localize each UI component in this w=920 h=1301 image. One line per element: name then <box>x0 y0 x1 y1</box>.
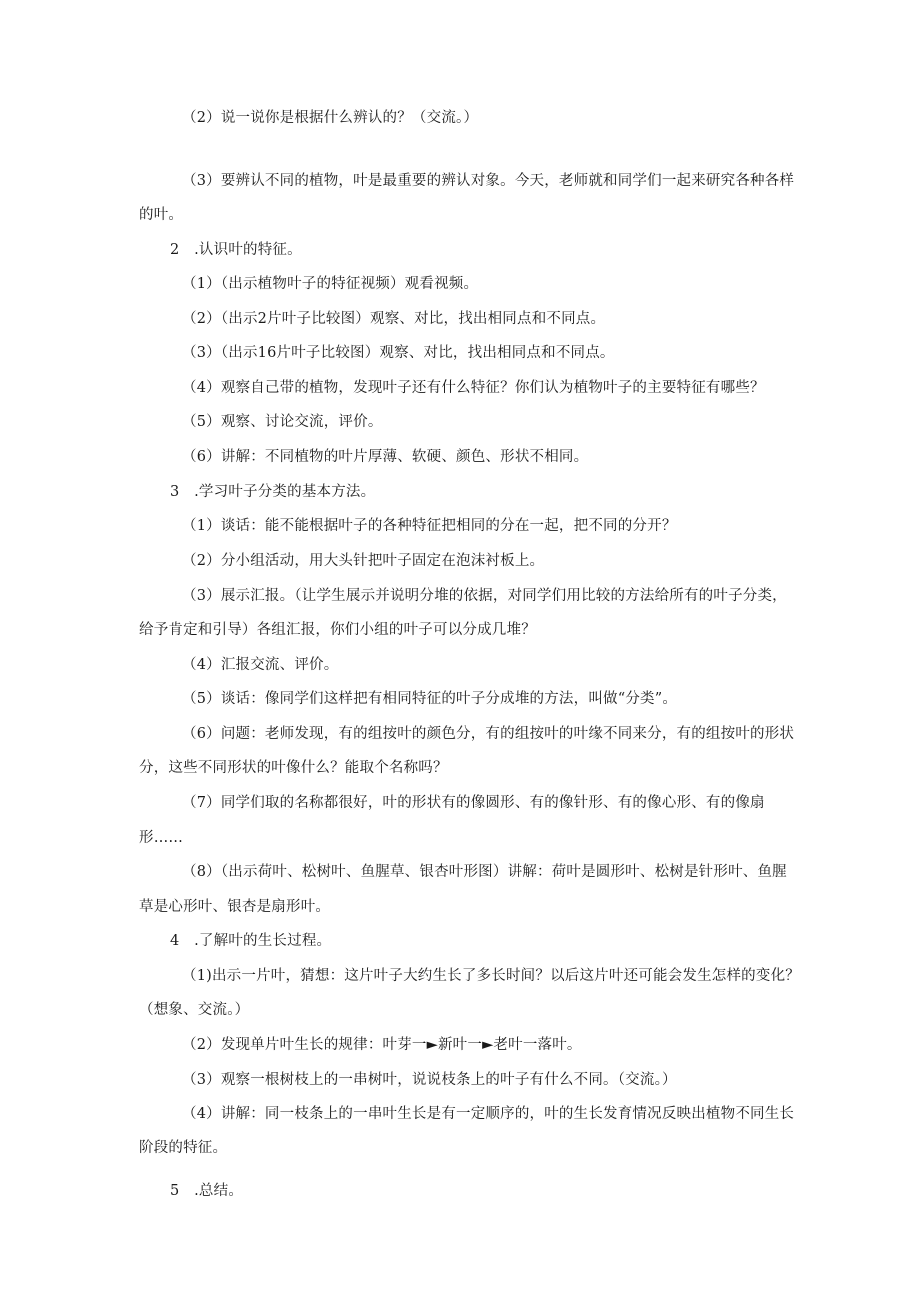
paragraph-line: （2）说一说你是根据什么辨认的？（交流。） <box>182 110 479 126</box>
paragraph-line: （1）谈话：能不能根据叶子的各种特征把相同的分在一起，把不同的分开？ <box>182 518 677 534</box>
paragraph-line: 形…… <box>139 830 184 846</box>
section-heading: 3 .学习叶子分类的基本方法。 <box>170 484 376 500</box>
section-heading: 4 .了解叶的生长过程。 <box>170 933 332 949</box>
paragraph-line: （4）汇报交流、评价。 <box>182 657 339 673</box>
paragraph-line: 给予肯定和引导）各组汇报，你们小组的叶子可以分成几堆？ <box>139 622 536 638</box>
paragraph-line: （4）观察自己带的植物，发现叶子还有什么特征？你们认为植物叶子的主要特征有哪些？ <box>182 380 765 396</box>
paragraph-line: （3）观察一根树枝上的一串树叶，说说枝条上的叶子有什么不同。（交流。） <box>182 1072 677 1088</box>
paragraph-line: （6）讲解：不同植物的叶片厚薄、软硬、颜色、形状不相同。 <box>182 449 589 465</box>
paragraph-line: （5）谈话：像同学们这样把有相同特征的叶子分成堆的方法，叫做“分类”。 <box>182 691 678 707</box>
paragraph-line: （2）发现单片叶生长的规律：叶芽一►新叶一►老叶一落叶。 <box>182 1037 582 1053</box>
paragraph-line: （7）同学们取的名称都很好，叶的形状有的像圆形、有的像针形、有的像心形、有的像扇 <box>182 795 765 811</box>
paragraph-line: （想象、交流。） <box>139 1002 250 1018</box>
paragraph-line: （1）（出示植物叶子的特征视频）观看视频。 <box>182 276 479 292</box>
paragraph-line: （2）（出示2片叶子比较图）观察、对比，找出相同点和不同点。 <box>182 311 606 327</box>
paragraph-line: （3）（出示16片叶子比较图）观察、对比，找出相同点和不同点。 <box>182 345 615 361</box>
paragraph-line: （8）（出示荷叶、松树叶、鱼腥草、银杏叶形图）讲解：荷叶是圆形叶、松树是针形叶、鱼腥 <box>182 864 787 880</box>
paragraph-line: 草是心形叶、银杏是扇形叶。 <box>139 899 331 915</box>
paragraph-line: （6）问题：老师发现，有的组按叶的颜色分，有的组按叶的叶缘不同来分，有的组按叶的形状 <box>182 726 795 742</box>
paragraph-line: （4）讲解：同一枝条上的一串叶生长是有一定顺序的，叶的生长发育情况反映出植物不同生长 <box>182 1106 795 1122</box>
paragraph-line: （2）分小组活动，用大头针把叶子固定在泡沫衬板上。 <box>182 553 545 569</box>
paragraph-line: （3）要辨认不同的植物，叶是最重要的辨认对象。今天，老师就和同学们一起来研究各种各样 <box>182 173 795 189</box>
section-heading: 2 .认识叶的特征。 <box>170 242 302 258</box>
paragraph-line: 阶段的特征。 <box>139 1140 228 1156</box>
paragraph-line: （3）展示汇报。（让学生展示并说明分堆的依据，对同学们用比较的方法给所有的叶子分类， <box>182 588 787 604</box>
paragraph-line: （5）观察、讨论交流，评价。 <box>182 414 383 430</box>
paragraph-line: 分，这些不同形状的叶像什么？能取个名称吗？ <box>139 760 448 776</box>
paragraph-line: 的叶。 <box>139 207 184 223</box>
paragraph-line: （1)出示一片叶，猜想：这片叶子大约生长了多长时间？以后这片叶还可能会发生怎样的变化？ <box>182 968 800 984</box>
section-heading: 5 .总结。 <box>170 1183 244 1199</box>
